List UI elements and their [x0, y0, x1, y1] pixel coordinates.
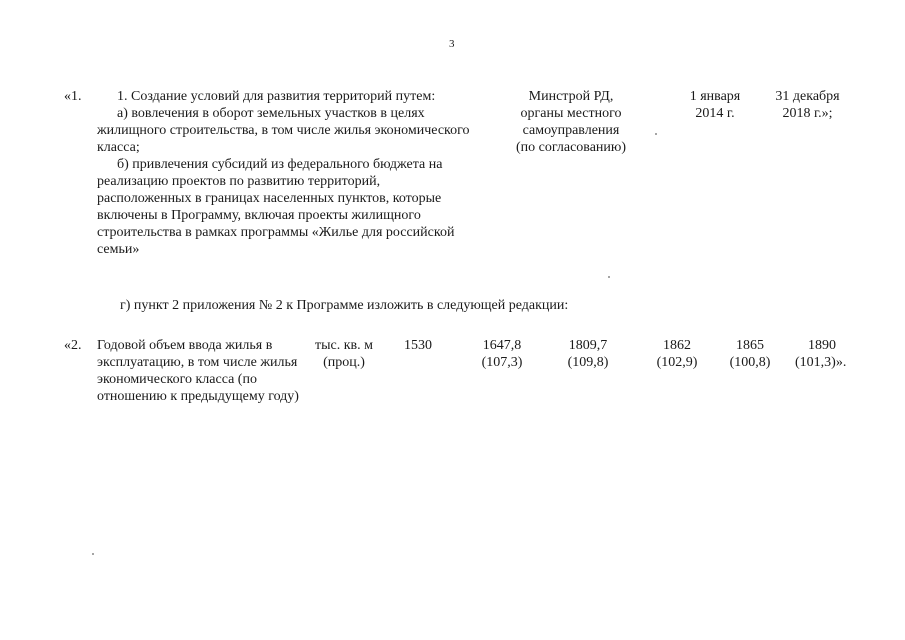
end-date-line: 2018 г.»;	[782, 106, 833, 121]
start-date-line: 2014 г.	[695, 106, 735, 121]
unit-cell	[304, 337, 384, 371]
value-percent: (101,3)».	[795, 355, 847, 370]
value-percent: (109,8)	[567, 355, 609, 370]
page-number: 3	[449, 38, 455, 50]
row-number: «1.	[64, 89, 82, 104]
value-cell	[642, 337, 712, 371]
value: 1890	[808, 338, 836, 353]
unit-line: (проц.)	[323, 355, 365, 370]
value-cell	[715, 337, 785, 371]
value: 1862	[663, 338, 691, 353]
executor-line: (по согласованию)	[515, 140, 627, 155]
start-date-cell	[670, 88, 760, 122]
value-cell	[548, 337, 628, 371]
value-cell	[462, 337, 542, 371]
value: 1647,8	[482, 338, 522, 353]
value-cell	[388, 337, 448, 354]
instruction-text: г) пункт 2 приложения № 2 к Программе изложить в следующей редакции:	[120, 298, 569, 313]
measure-item-a: а) вовлечения в оборот земельных участков в целях жилищного строительства, в том числе жилья экономического класса;	[97, 106, 470, 155]
measure-title: 1. Создание условий для развития территорий путем:	[117, 89, 436, 104]
value-percent: (102,9)	[656, 355, 698, 370]
value: 1809,7	[568, 338, 608, 353]
executor-line: органы местного	[520, 106, 622, 121]
unit-line: тыс. кв. м	[314, 338, 373, 353]
end-date-line: 31 декабря	[775, 89, 840, 104]
start-date-line: 1 января	[689, 89, 741, 104]
indicator-text: Годовой объем ввода жилья в эксплуатацию, в том числе жилья экономического класса (по отношению к предыдущему году)	[97, 338, 299, 404]
end-date-cell	[765, 88, 850, 122]
executor-cell	[500, 88, 642, 156]
measure-description	[97, 88, 477, 258]
value: 1530	[404, 338, 432, 353]
scan-speck	[92, 553, 94, 555]
scan-speck	[655, 133, 657, 135]
row-number: «2.	[64, 338, 82, 353]
measure-item-b: б) привлечения субсидий из федерального бюджета на реализацию проектов по развитию территорий, расположенных в границах населенных пунктов, которые включены в Программу, включая проекты жилищного строительства в рамках программы «Жилье для российской семьи»	[97, 157, 455, 257]
value-cell	[795, 337, 890, 371]
executor-line: самоуправления	[522, 123, 620, 138]
value: 1865	[736, 338, 764, 353]
value-percent: (100,8)	[729, 355, 771, 370]
indicator-name	[97, 337, 307, 405]
value-percent: (107,3)	[481, 355, 523, 370]
executor-line: Минстрой РД,	[528, 89, 614, 104]
scan-speck	[608, 276, 610, 278]
